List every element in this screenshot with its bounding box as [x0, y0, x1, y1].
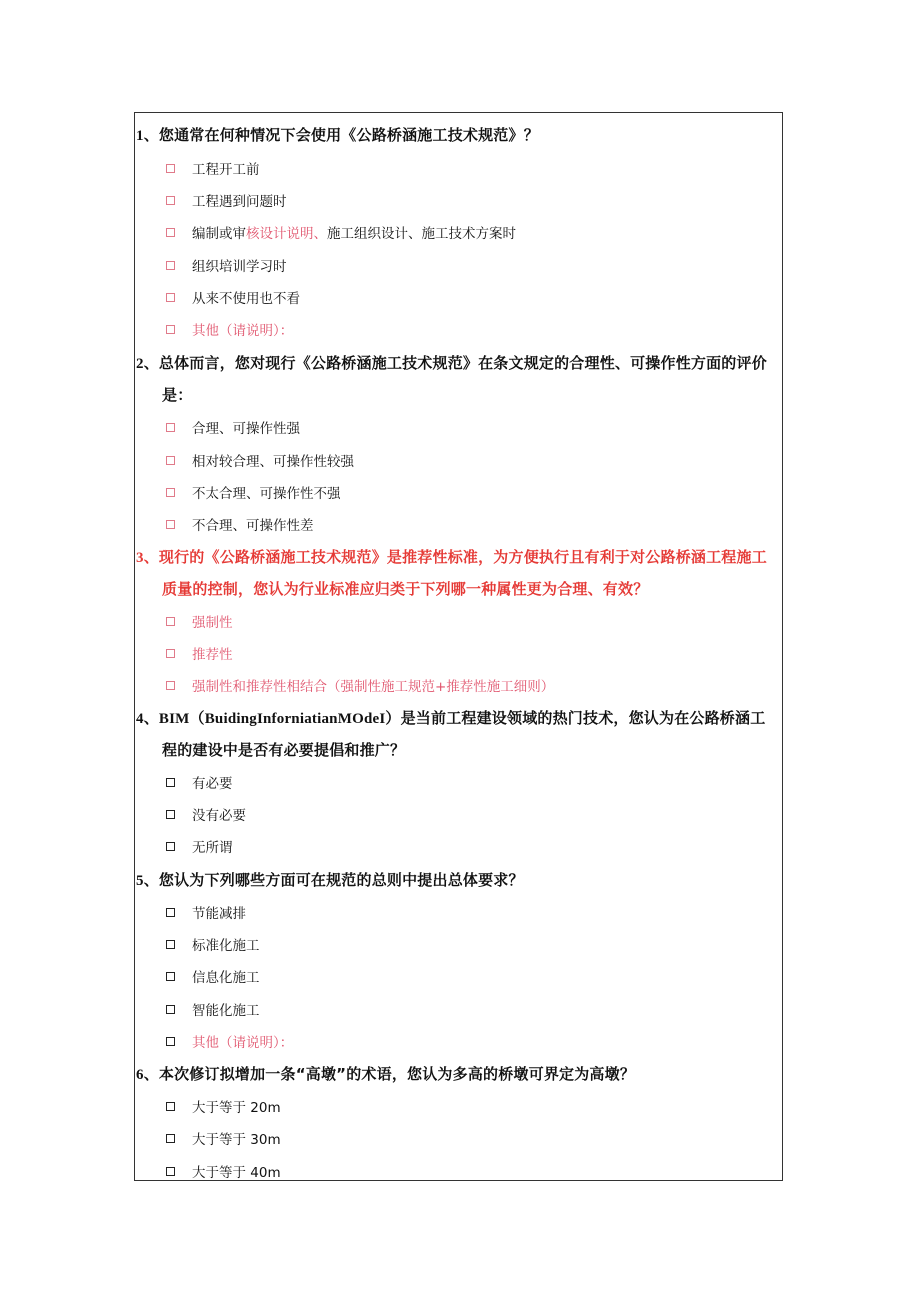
- question-6: 6、本次修订拟增加一条“高墩”的术语，您认为多高的桥墩可界定为高墩？: [136, 1065, 636, 1083]
- q5-option-2[interactable]: 标准化施工: [166, 934, 260, 954]
- checkbox-icon[interactable]: [166, 261, 175, 270]
- checkbox-icon[interactable]: [166, 972, 175, 981]
- question-2: 2、总体而言，您对现行《公路桥涵施工技术规范》在条文规定的合理性、可操作性方面的评价: [136, 354, 767, 372]
- question-1: 1、您通常在何种情况下会使用《公路桥涵施工技术规范》？: [136, 126, 539, 144]
- question-2-continued: 是：: [162, 386, 193, 404]
- checkbox-icon[interactable]: [166, 228, 175, 237]
- checkbox-icon[interactable]: [166, 456, 175, 465]
- checkbox-icon[interactable]: [166, 1005, 175, 1014]
- q3-option-1[interactable]: 强制性: [166, 611, 233, 631]
- q2-option-4[interactable]: 不合理、可操作性差: [166, 514, 314, 534]
- q3-option-3[interactable]: 强制性和推荐性相结合（强制性施工规范+推荐性施工细则）: [166, 675, 554, 695]
- q4-option-2[interactable]: 没有必要: [166, 804, 246, 824]
- checkbox-icon[interactable]: [166, 325, 175, 334]
- checkbox-icon[interactable]: [166, 681, 175, 690]
- q1-option-4[interactable]: 组织培训学习时: [166, 255, 287, 275]
- checkbox-icon[interactable]: [166, 1037, 175, 1046]
- q4-option-3[interactable]: 无所谓: [166, 836, 233, 856]
- checkbox-icon[interactable]: [166, 842, 175, 851]
- q5-option-3[interactable]: 信息化施工: [166, 966, 260, 986]
- q3-option-2[interactable]: 推荐性: [166, 643, 233, 663]
- q1-option-3[interactable]: 编制或审 核设计说明、 施工组织设计、施工技术方案时: [166, 222, 516, 242]
- checkbox-icon[interactable]: [166, 1134, 175, 1143]
- question-3: 3、现行的《公路桥涵施工技术规范》是推荐性标准，为方便执行且有利于对公路桥涵工程施工: [136, 548, 767, 566]
- checkbox-icon[interactable]: [166, 908, 175, 917]
- question-4-continued: 程的建设中是否有必要提倡和推广？: [162, 741, 406, 759]
- checkbox-icon[interactable]: [166, 293, 175, 302]
- checkbox-icon[interactable]: [166, 196, 175, 205]
- q1-option-5[interactable]: 从来不使用也不看: [166, 287, 300, 307]
- q6-option-1[interactable]: 大于等于 20m: [166, 1096, 281, 1116]
- checkbox-icon[interactable]: [166, 940, 175, 949]
- q1-option-2[interactable]: 工程遇到问题时: [166, 190, 287, 210]
- q2-option-1[interactable]: 合理、可操作性强: [166, 417, 300, 437]
- q5-option-5[interactable]: 其他（请说明）：: [166, 1031, 293, 1051]
- q4-option-1[interactable]: 有必要: [166, 772, 233, 792]
- question-5: 5、您认为下列哪些方面可在规范的总则中提出总体要求？: [136, 871, 524, 889]
- checkbox-icon[interactable]: [166, 1102, 175, 1111]
- q1-option-1[interactable]: 工程开工前: [166, 158, 260, 178]
- q5-option-4[interactable]: 智能化施工: [166, 999, 260, 1019]
- checkbox-icon[interactable]: [166, 617, 175, 626]
- checkbox-icon[interactable]: [166, 778, 175, 787]
- q6-option-2[interactable]: 大于等于 30m: [166, 1128, 281, 1148]
- checkbox-icon[interactable]: [166, 488, 175, 497]
- checkbox-icon[interactable]: [166, 423, 175, 432]
- question-3-continued: 质量的控制，您认为行业标准应归类于下列哪一种属性更为合理、有效？: [162, 580, 649, 598]
- checkbox-icon[interactable]: [166, 810, 175, 819]
- q2-option-2[interactable]: 相对较合理、可操作性较强: [166, 450, 354, 470]
- q5-option-1[interactable]: 节能减排: [166, 902, 246, 922]
- q6-option-3[interactable]: 大于等于 40m: [166, 1161, 281, 1181]
- checkbox-icon[interactable]: [166, 1167, 175, 1176]
- checkbox-icon[interactable]: [166, 520, 175, 529]
- q2-option-3[interactable]: 不太合理、可操作性不强: [166, 482, 341, 502]
- checkbox-icon[interactable]: [166, 649, 175, 658]
- q1-option-6[interactable]: 其他（请说明）：: [166, 319, 293, 339]
- question-4: 4、BIM（BuidingInforniatianMOdeI）是当前工程建设领域的热门技术，您认为在公路桥涵工: [136, 709, 766, 727]
- checkbox-icon[interactable]: [166, 164, 175, 173]
